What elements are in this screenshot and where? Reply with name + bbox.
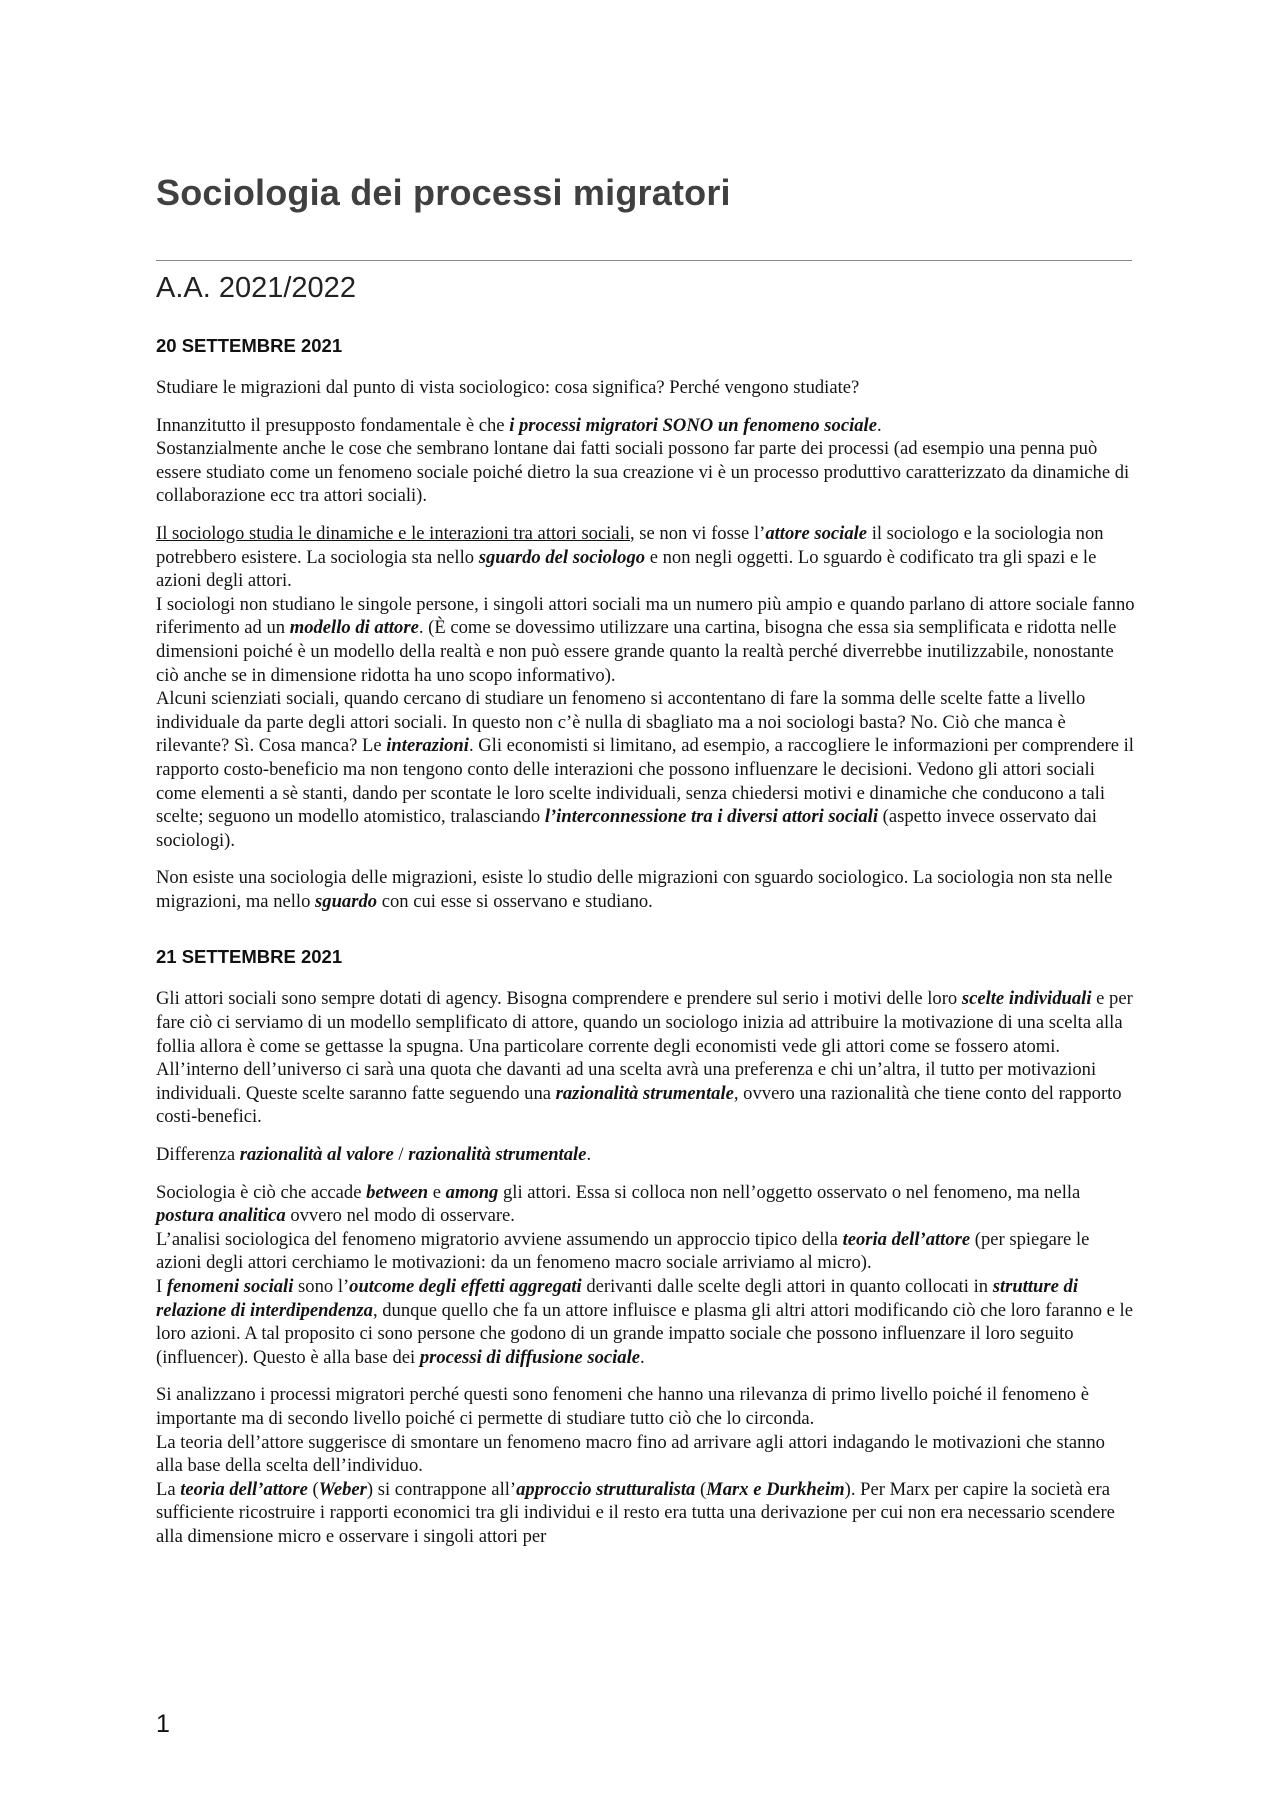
paragraph: Non esiste una sociologia delle migrazioni, esiste lo studio delle migrazioni con sguardo sociologico. La sociologia non sta nelle migrazioni, ma nello sguardo con cui esse si osservano e studiano. (156, 867, 1113, 912)
academic-year: A.A. 2021/2022 (156, 272, 356, 304)
paragraph: Il sociologo studia le dinamiche e le interazioni tra attori sociali, se non vi fosse l’attore sociale il sociologo e la sociologia non potrebbero esistere. La sociologia sta nello sguardo del sociologo e non negli oggetti. Lo sguardo è codificato tra gli spazi e le azioni degli attori. I sociologi non studiano le singole persone, i singoli attori sociali ma un numero più ampio e quando parlano di attore sociale fanno riferimento ad un modello di attore. (È come se dovessimo utilizzare una cartina, bisogna che essa sia semplificata e ridotta nelle dimensioni poiché è un modello della realtà e non può essere grande quanto la realtà perché diverrebbe inutilizzabile, nonostante ciò anche se in dimensione ridotta ha uno scopo informativo). Alcuni scienziati sociali, quando cercano di studiare un fenomeno si accontentano di fare la somma delle scelte fatte a livello individuale da parte degli attori sociali. In questo non c’è nulla di sbagliato ma a noi sociologi basta? No. Ciò che manca è rilevante? Sì. Cosa manca? Le interazioni. Gli economisti si limitano, ad esempio, a raccogliere le informazioni per comprendere il rapporto costo-beneficio ma non tengono conto delle interazioni che possono influenzare le decisioni. Vedono gli attori sociali come elementi a sè stanti, dando per scontate le loro scelte individuali, senza chiedersi motivi e dinamiche che conducono a tali scelte; seguono un modello atomistico, tralasciando l’interconnessione tra i diversi attori sociali (aspetto invece osservato dai sociologi). (156, 522, 1135, 851)
paragraph: Sociologia è ciò che accade between e among gli attori. Essa si colloca non nell’oggetto osservato o nel fenomeno, ma nella postura analitica ovvero nel modo di osservare. L’analisi sociologica del fenomeno migratorio avviene assumendo un approccio tipico della teoria dell’attore (per spiegare le azioni degli attori cerchiamo le motivazioni: da un fenomeno macro sociale arriviamo al micro). I fenomeni sociali sono l’outcome degli effetti aggregati derivanti dalle scelte degli attori in quanto collocati in strutture di relazione di interdipendenza, dunque quello che fa un attore influisce e plasma gli altri attori modificando ciò che loro faranno e le loro azioni. A tal proposito ci sono persone che godono di un grande impatto sociale che possono influenzare il loro seguito (influencer). Questo è alla base dei processi di diffusione sociale. (156, 1181, 1133, 1368)
document-title: Sociologia dei processi migratori (156, 172, 731, 213)
paragraph: Innanzitutto il presupposto fondamentale è che i processi migratori SONO un fenomeno sociale. Sostanzialmente anche le cose che sembrano lontane dai fatti sociali possono far parte dei processi (ad esempio una penna può essere studiato come un fenomeno sociale poiché dietro la sua creazione vi è un processo produttivo caratterizzato da dinamiche di collaborazione ecc tra attori sociali). (156, 414, 1130, 507)
page-number: 1 (156, 1710, 170, 1738)
section-date-1: 20 SETTEMBRE 2021 (156, 335, 343, 356)
underlined-text: Il sociologo studia le dinamiche e le interazioni tra attori sociali (156, 522, 630, 544)
title-divider (156, 260, 1132, 261)
paragraph: Studiare le migrazioni dal punto di vista sociologico: cosa significa? Perché vengono studiate? (156, 377, 860, 398)
paragraph: Si analizzano i processi migratori perché questi sono fenomeni che hanno una rilevanza di primo livello poiché il fenomeno è importante ma di secondo livello poiché ci permette di studiare tutto ciò che lo circonda. La teoria dell’attore suggerisce di smontare un fenomeno macro fino ad arrivare agli attori indagando le motivazioni che stanno alla base della scelta dell’individuo. La teoria dell’attore (Weber) si contrappone all’approccio strutturalista (Marx e Durkheim). Per Marx per capire la società era sufficiente ricostruire i rapporti economici tra gli individui e il resto era tutta una derivazione per cui non era necessario scendere alla dimensione micro e osservare i singoli attori per (156, 1384, 1115, 1547)
paragraph: Differenza razionalità al valore / razionalità strumentale. (156, 1144, 592, 1166)
document-body (156, 334, 1136, 1563)
paragraph: Gli attori sociali sono sempre dotati di agency. Bisogna comprendere e prendere sul serio i motivi delle loro scelte individuali e per fare ciò ci serviamo di un modello semplificato di attore, quando un sociologo inizia ad attribuire la motivazione di una scelta alla follia allora è come se gettasse la spugna. Una particolare corrente degli economisti vede gli attori come se fossero atomi. All’interno dell’universo ci sarà una quota che davanti ad una scelta avrà una preferenza e chi un’altra, il tutto per motivazioni individuali. Queste scelte saranno fatte seguendo una razionalità strumentale, ovvero una razionalità che tiene conto del rapporto costi-benefici. (156, 988, 1133, 1128)
section-date-2: 21 SETTEMBRE 2021 (156, 946, 343, 968)
